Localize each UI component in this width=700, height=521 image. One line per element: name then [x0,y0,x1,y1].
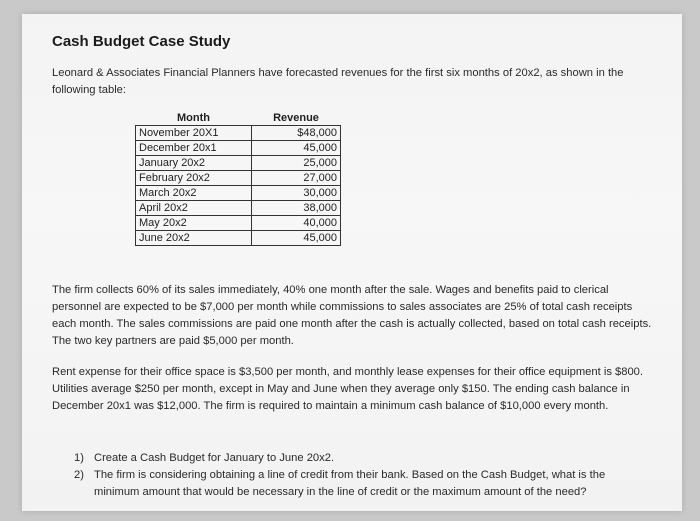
table-row [136,126,341,141]
revenue-cell: 40,000 [252,216,341,231]
table-row [136,141,341,156]
table-row [136,201,341,216]
table-row [136,186,341,201]
revenue-cell: 38,000 [252,201,341,216]
revenue-table [135,111,341,246]
question-text: Create a Cash Budget for January to June 20x2. [94,452,335,464]
table-header-row [136,111,341,126]
month-cell: April 20x2 [136,201,252,216]
revenue-column-header: Revenue [273,112,319,124]
question-number: 2) [74,469,84,481]
revenue-cell: 45,000 [252,231,341,246]
question-number: 1) [74,452,84,464]
list-item [74,467,644,501]
month-column-header: Month [177,112,210,124]
question-text: The firm is considering obtaining a line of credit from their bank. Based on the Cash Budget, what is the minimum amount that would be necessary in the line of credit or the maximum amount of the need? [94,469,606,498]
month-cell: November 20X1 [136,126,252,141]
month-cell: February 20x2 [136,171,252,186]
question-list [74,450,644,501]
table-row [136,231,341,246]
document-page [22,14,682,511]
table-row [136,171,341,186]
revenue-cell: 45,000 [252,141,341,156]
table-row [136,156,341,171]
revenue-cell: 27,000 [252,171,341,186]
revenue-cell: 30,000 [252,186,341,201]
month-cell: June 20x2 [136,231,252,246]
revenue-cell: 25,000 [252,156,341,171]
list-item [74,450,644,467]
month-cell: January 20x2 [136,156,252,171]
month-cell: May 20x2 [136,216,252,231]
collections-paragraph: The firm collects 60% of its sales immediately, 40% one month after the sale. Wages and benefits paid to clerical personnel are expected to be $7,000 per month while commissions to sales associates are 25% of total cash receipts each month. The sales commissions are paid one month after the cash is actually collected, based on total cash receipts. The two key partners are paid $5,000 per month. [52,284,652,347]
page-title: Cash Budget Case Study [52,33,231,50]
table-row [136,216,341,231]
intro-paragraph: Leonard & Associates Financial Planners have forecasted revenues for the first six months of 20x2, as shown in the following table: [52,67,624,96]
revenue-cell: $48,000 [252,126,341,141]
month-cell: March 20x2 [136,186,252,201]
expenses-paragraph: Rent expense for their office space is $3,500 per month, and monthly lease expenses for their office equipment is $800. Utilities average $250 per month, except in May and June when they average only $150. The ending cash balance in December 20x1 was $12,000. The firm is required to maintain a minimum cash balance of $10,000 every month. [52,366,644,412]
month-cell: December 20x1 [136,141,252,156]
